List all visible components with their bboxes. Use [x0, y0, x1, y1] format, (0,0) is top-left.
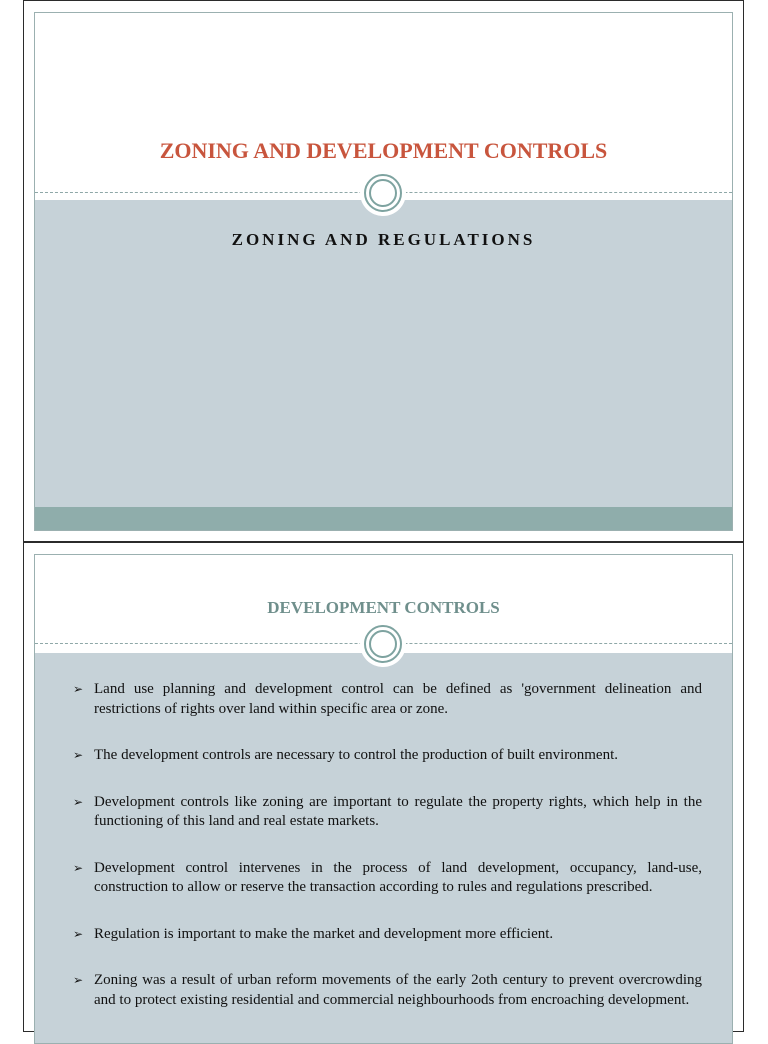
- bullet-list: [73, 680, 702, 1037]
- slide-1-footer-bar: [35, 507, 732, 530]
- slide-1-frame: [34, 12, 733, 531]
- bullet-text: Development control intervenes in the process of land development, occupancy, land-use, construction to allow or reserve the transaction according to rules and regulations prescribed.: [94, 859, 702, 895]
- arrowhead-bullet-icon: ➢: [73, 926, 84, 941]
- arrowhead-bullet-icon: ➢: [73, 682, 84, 696]
- arrowhead-bullet-icon: ➢: [73, 794, 84, 809]
- bullet-text: Regulation is important to make the market and development more efficient.: [94, 925, 554, 942]
- ring-ornament-icon: [364, 174, 402, 212]
- bullet-text: The development controls are necessary to control the production of built environment.: [94, 747, 619, 763]
- arrowhead-bullet-icon: ➢: [73, 748, 84, 762]
- arrowhead-bullet-icon: ➢: [73, 860, 84, 875]
- slide-1-title: ZONING AND DEVELOPMENT CONTROLS: [159, 138, 608, 163]
- list-item: [73, 793, 702, 832]
- list-item: [73, 746, 702, 766]
- slide-2-frame: [34, 554, 733, 1044]
- list-item: [73, 680, 702, 719]
- list-item: [73, 859, 702, 898]
- slide-1: [23, 0, 744, 542]
- bullet-text: Zoning was a result of urban reform movements of the early 2oth century to prevent overcrowding and to protect existing residential and commercial neighbourhoods from encroaching development.: [94, 972, 702, 1008]
- slide-1-subtitle: ZONING AND REGULATIONS: [231, 230, 536, 249]
- bullet-text: Development controls like zoning are important to regulate the property rights, which help in the functioning of this land and real estate markets.: [94, 793, 702, 829]
- ring-ornament-icon: [364, 625, 402, 663]
- arrowhead-bullet-icon: ➢: [73, 973, 84, 987]
- bullet-text: Land use planning and development control can be defined as 'government delineation and restrictions of rights over land within specific area or zone.: [94, 681, 702, 717]
- slide-2: [23, 542, 744, 1032]
- list-item: [73, 925, 702, 945]
- slide-2-title: DEVELOPMENT CONTROLS: [267, 598, 500, 617]
- list-item: [73, 971, 702, 1010]
